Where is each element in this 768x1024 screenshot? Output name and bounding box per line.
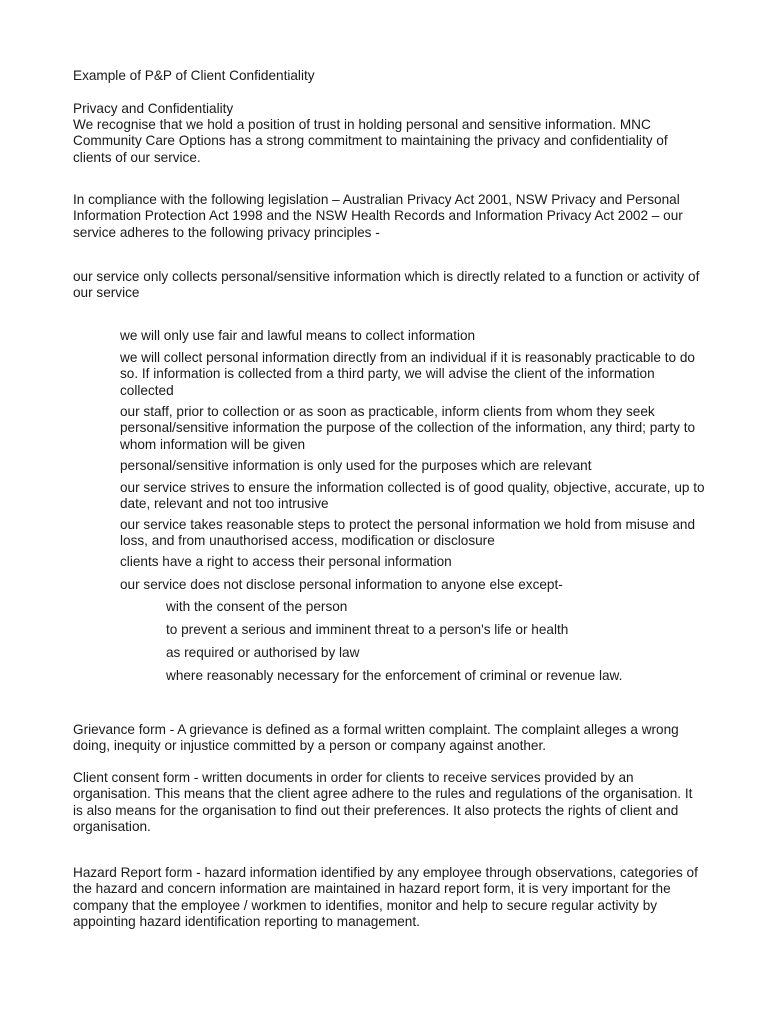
principle-item: our service takes reasonable steps to protect the personal information we hold from misuse and loss, and from unauthorised access, modification or disclosure <box>120 517 696 549</box>
hazard-paragraph: Hazard Report form - hazard information identified by any employee through observations, categories of the hazard and concern information are maintained in hazard report form, it is very important for the company that the employee / workmen to identifies, monitor and help to secure regular activity by appointing hazard identification reporting to management. <box>73 865 698 930</box>
principle-item: our service does not disclose personal information to anyone else except- <box>120 577 563 592</box>
exception-item: as required or authorised by law <box>166 645 360 660</box>
collects-paragraph: our service only collects personal/sensitive information which is directly related to a function or activity of our service <box>73 269 700 301</box>
exception-item: with the consent of the person <box>166 599 348 614</box>
exception-item: to prevent a serious and imminent threat to a person's life or health <box>166 622 569 637</box>
principle-item: our staff, prior to collection or as soon as practicable, inform clients from whom they seek personal/sensitive information the purpose of the collection of the information, any third; party to whom information will be given <box>120 404 696 452</box>
consent-paragraph: Client consent form - written documents in order for clients to receive services provided by an organisation. This means that the client agree adhere to the rules and regulations of the organisation. It is also means for the organisation to find out their preferences. It also protects the rights of client and organisation. <box>73 770 693 835</box>
principle-item: we will only use fair and lawful means to collect information <box>120 328 476 343</box>
principle-item: we will collect personal information directly from an individual if it is reasonably practicable to do so. If information is collected from a third party, we will advise the client of the information collected <box>120 350 695 398</box>
principle-item: personal/sensitive information is only used for the purposes which are relevant <box>120 458 592 473</box>
grievance-paragraph: Grievance form - A grievance is defined as a formal written complaint. The complaint alleges a wrong doing, inequity or injustice committed by a person or company against another. <box>73 722 679 754</box>
principle-item: our service strives to ensure the information collected is of good quality, objective, accurate, up to date, relevant and not too intrusive <box>120 480 705 512</box>
document-title: Example of P&P of Client Confidentiality <box>73 68 315 83</box>
compliance-paragraph: In compliance with the following legislation – Australian Privacy Act 2001, NSW Privacy and Personal Information Protection Act 1998 and the NSW Health Records and Information Privacy Act 2002 – our service adheres to the following privacy principles - <box>73 192 683 240</box>
exception-item: where reasonably necessary for the enforcement of criminal or revenue law. <box>166 668 623 683</box>
principle-item: clients have a right to access their personal information <box>120 554 452 569</box>
privacy-heading: Privacy and Confidentiality <box>73 101 234 116</box>
privacy-intro: We recognise that we hold a position of trust in holding personal and sensitive information. MNC Community Care Options has a strong commitment to maintaining the privacy and confidentiality of clients of our service. <box>73 117 668 165</box>
